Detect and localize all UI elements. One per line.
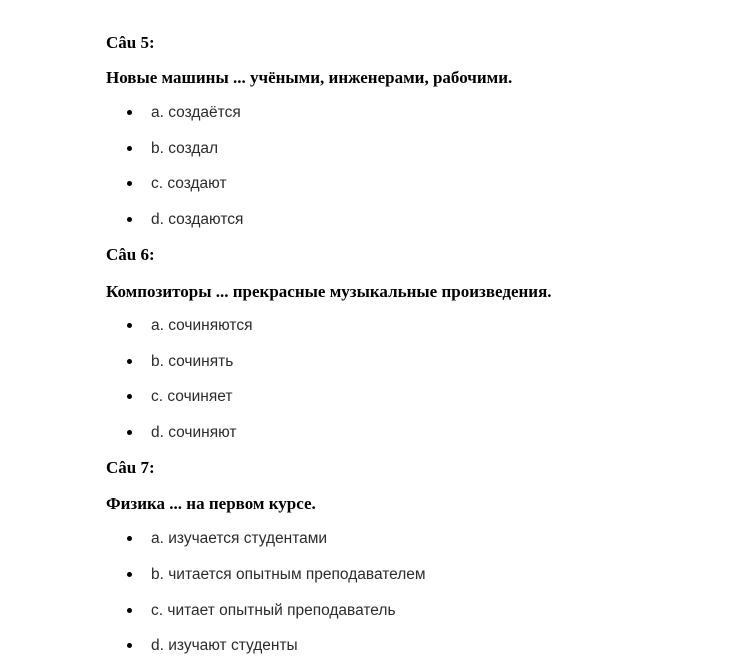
question-7-option-b: b. читается опытным преподавателем: [127, 565, 426, 585]
question-5-option-d: d. создаются: [127, 210, 243, 230]
bullet-icon: [127, 536, 132, 541]
bullet-icon: [127, 643, 132, 648]
bullet-icon: [127, 323, 132, 328]
bullet-icon: [127, 359, 132, 364]
question-6-option-a: a. сочиняются: [127, 316, 252, 336]
bullet-icon: [127, 430, 132, 435]
question-6-option-b: b. сочинять: [127, 352, 233, 372]
question-7-label: Câu 7:: [106, 458, 155, 477]
bullet-icon: [127, 110, 132, 115]
question-5-text: Новые машины ... учёными, инженерами, рабочими.: [106, 68, 513, 87]
question-5-option-a: a. создаётся: [127, 103, 241, 123]
question-6-option-d: d. сочиняют: [127, 423, 237, 443]
question-5-option-c: c. создают: [127, 174, 227, 194]
question-7-option-c: c. читает опытный преподаватель: [127, 601, 396, 621]
question-7-text: Физика ... на первом курсе.: [106, 494, 316, 513]
bullet-icon: [127, 146, 132, 151]
question-6-label: Câu 6:: [106, 245, 155, 264]
question-6-text: Композиторы ... прекрасные музыкальные произведения.: [106, 282, 552, 301]
bullet-icon: [127, 572, 132, 577]
question-5-option-b: b. создал: [127, 139, 218, 159]
question-6-option-c: c. сочиняет: [127, 387, 232, 407]
bullet-icon: [127, 394, 132, 399]
bullet-icon: [127, 181, 132, 186]
bullet-icon: [127, 608, 132, 613]
question-7-option-d: d. изучают студенты: [127, 636, 298, 656]
question-5-label: Câu 5:: [106, 33, 155, 52]
bullet-icon: [127, 217, 132, 222]
question-7-option-a: a. изучается студентами: [127, 529, 327, 549]
